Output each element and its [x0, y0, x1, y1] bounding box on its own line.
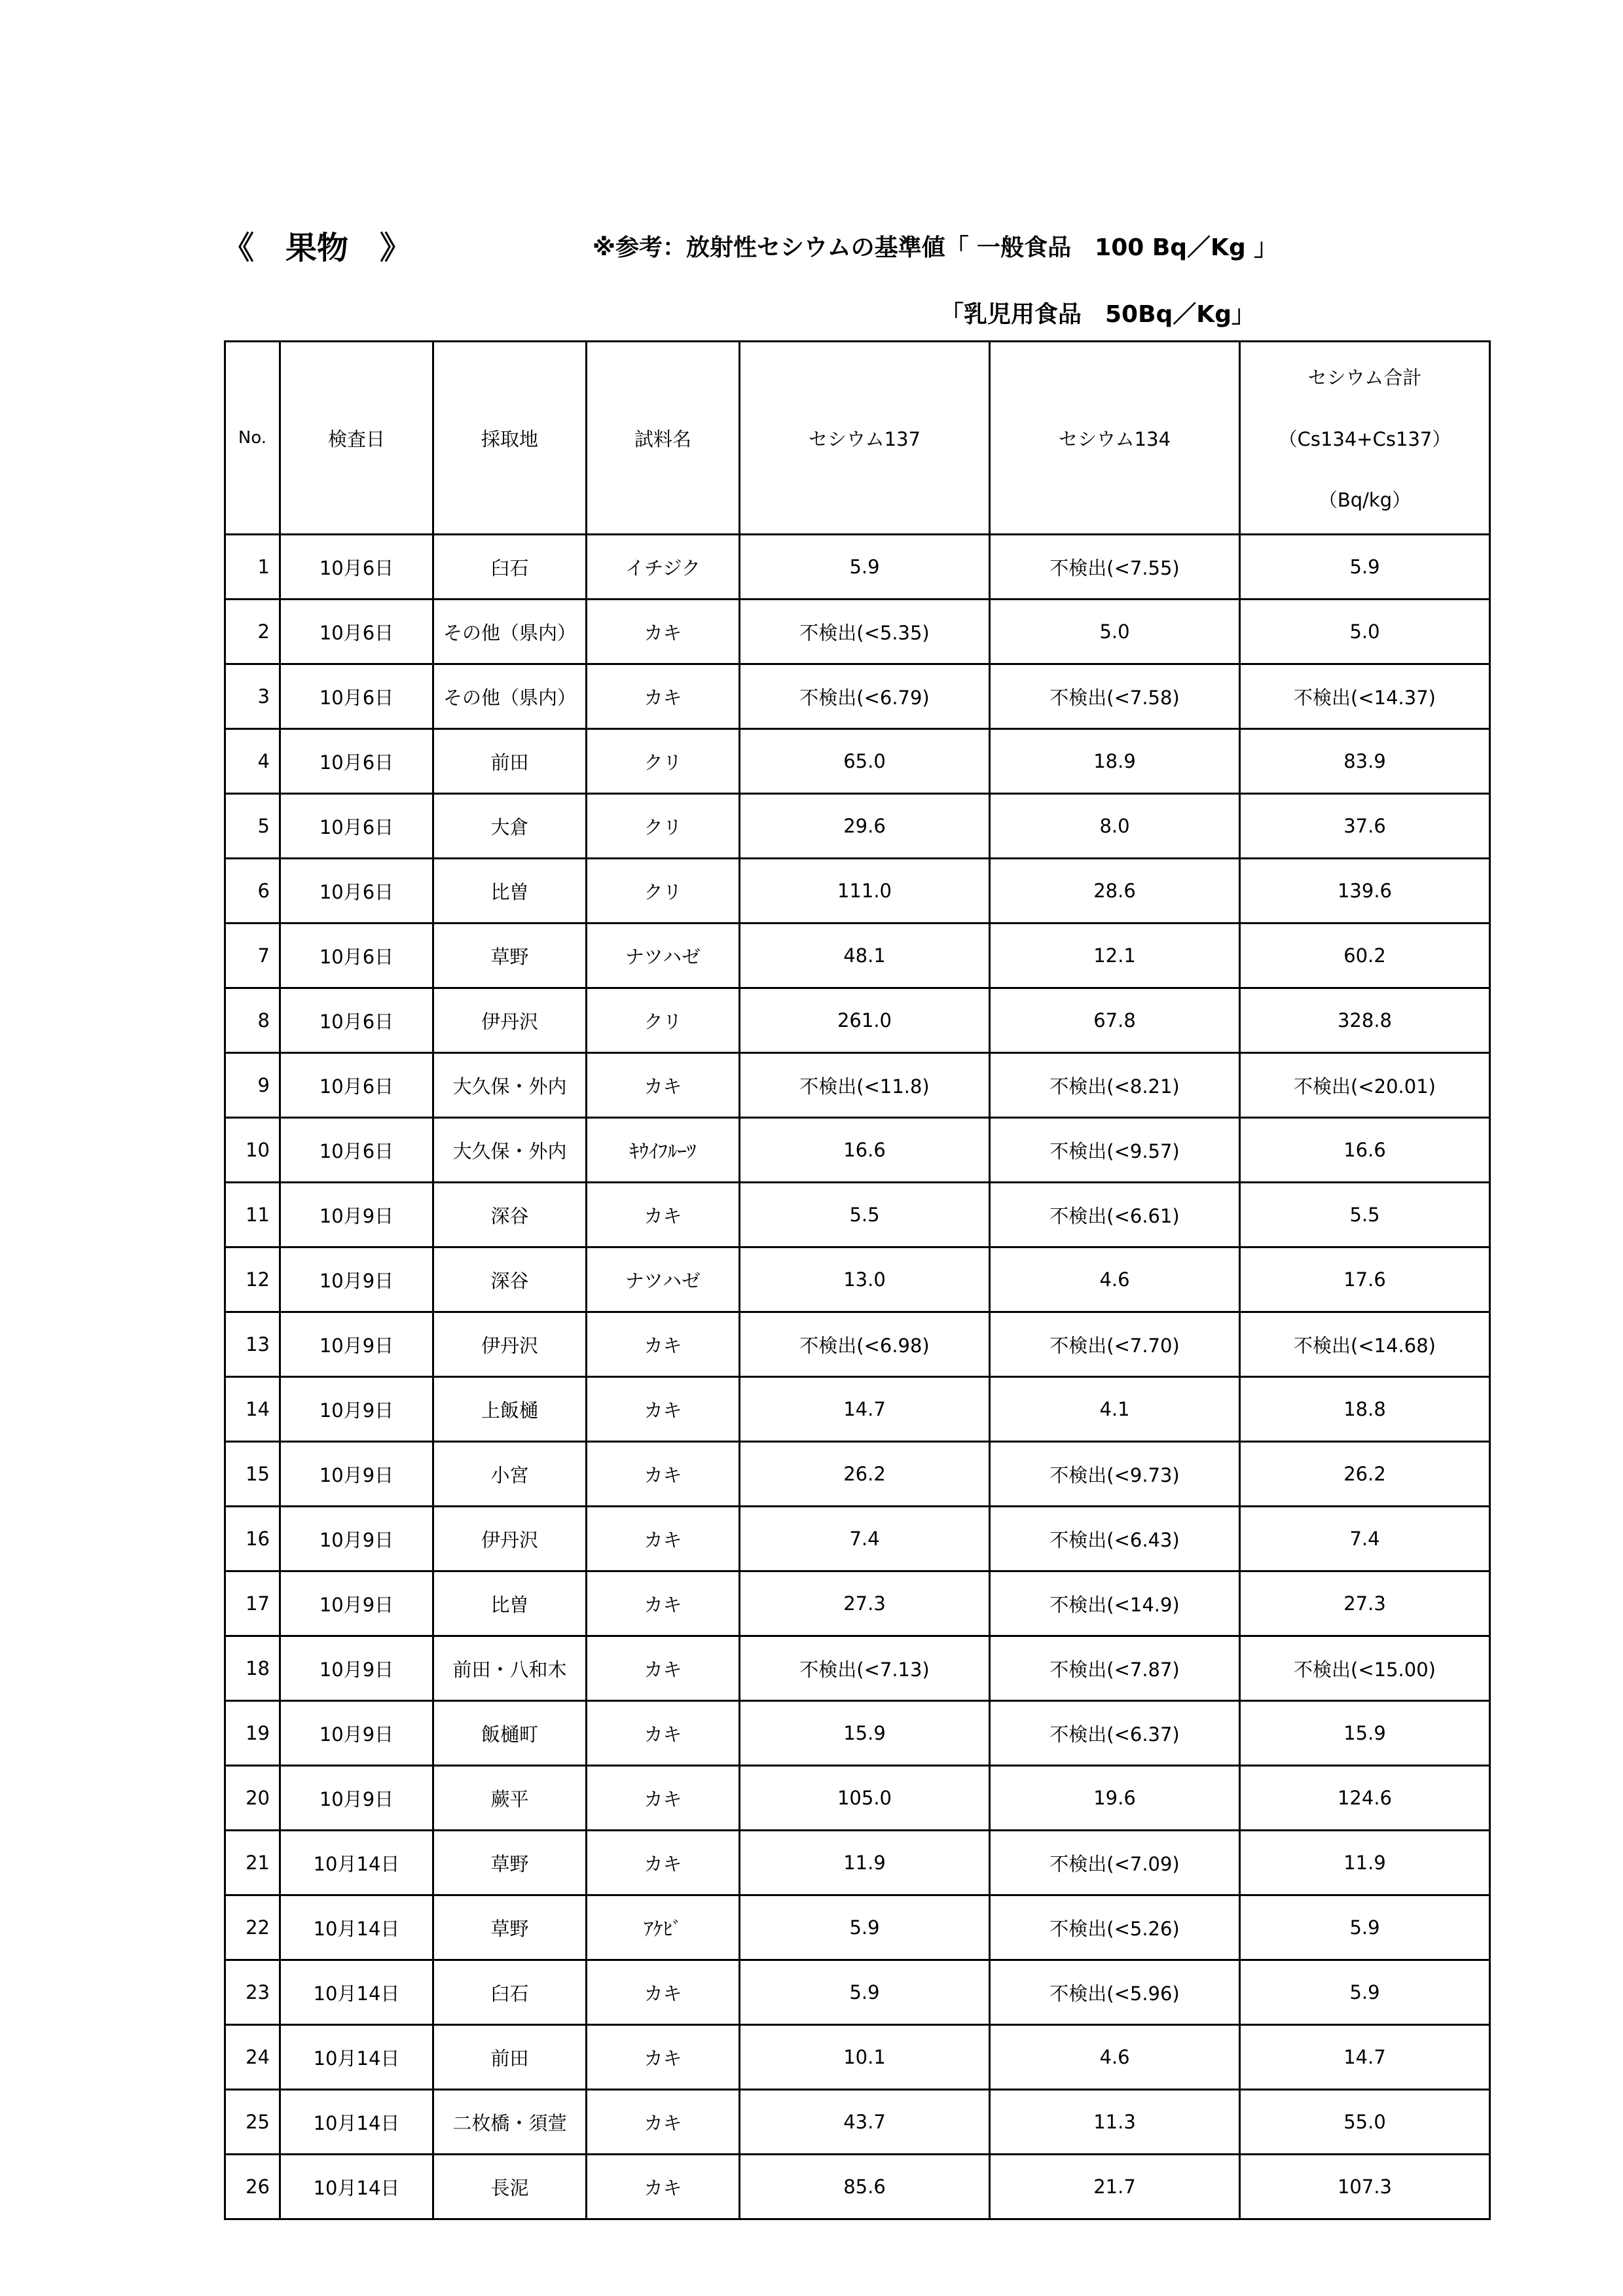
cell-location: 比曽 — [433, 1571, 587, 1636]
cell-location: 大久保・外内 — [433, 1118, 587, 1183]
cell-total: 107.3 — [1240, 2155, 1490, 2219]
cell-cs134: 不検出(<6.43) — [990, 1507, 1240, 1571]
cell-cs137: 10.1 — [740, 2025, 990, 2090]
table-row — [225, 1766, 1490, 1831]
cell-total: 55.0 — [1240, 2090, 1490, 2155]
cell-location: 草野 — [433, 1895, 587, 1960]
cell-date: 10月9日 — [280, 1442, 433, 1507]
cell-date: 10月14日 — [280, 2090, 433, 2155]
cell-total: 5.9 — [1240, 535, 1490, 600]
cell-cs137: 105.0 — [740, 1766, 990, 1831]
cell-date: 10月6日 — [280, 664, 433, 729]
cell-date: 10月6日 — [280, 535, 433, 600]
reference-limit-general-food: ※参考：放射性セシウムの基準値「 一般食品 100 Bq／Kg 」 — [593, 234, 1278, 261]
cell-location: その他（県内） — [433, 600, 587, 664]
header-date: 検査日 — [280, 342, 433, 535]
cell-no: 14 — [225, 1377, 280, 1442]
table-row — [225, 1895, 1490, 1960]
cell-date: 10月9日 — [280, 1507, 433, 1571]
cell-no: 12 — [225, 1247, 280, 1312]
cell-no: 20 — [225, 1766, 280, 1831]
cell-no: 25 — [225, 2090, 280, 2155]
table-row — [225, 1312, 1490, 1377]
table-row — [225, 1831, 1490, 1895]
cell-cs134: 不検出(<7.58) — [990, 664, 1240, 729]
cell-cs137: 7.4 — [740, 1507, 990, 1571]
cell-date: 10月9日 — [280, 1247, 433, 1312]
cell-location: 草野 — [433, 924, 587, 988]
cell-location: 前田 — [433, 2025, 587, 2090]
cell-total: 不検出(<15.00) — [1240, 1636, 1490, 1701]
cell-cs137: 14.7 — [740, 1377, 990, 1442]
cell-total: 5.5 — [1240, 1183, 1490, 1247]
cell-sample: カキ — [587, 2090, 740, 2155]
table-header-row — [225, 342, 1490, 535]
header-no: No. — [225, 342, 280, 535]
cell-no: 9 — [225, 1053, 280, 1118]
cell-sample: カキ — [587, 664, 740, 729]
cell-no: 23 — [225, 1960, 280, 2025]
cell-cs134: 不検出(<7.55) — [990, 535, 1240, 600]
header-total-title: セシウム合計 — [1307, 367, 1422, 389]
cell-cs134: 5.0 — [990, 600, 1240, 664]
table-row — [225, 988, 1490, 1053]
cell-no: 21 — [225, 1831, 280, 1895]
cell-sample: クリ — [587, 859, 740, 924]
cell-sample: カキ — [587, 1053, 740, 1118]
cell-cs134: 不検出(<7.70) — [990, 1312, 1240, 1377]
cell-sample: カキ — [587, 2025, 740, 2090]
table-row — [225, 2025, 1490, 2090]
cell-total: 5.9 — [1240, 1895, 1490, 1960]
cell-location: 飯樋町 — [433, 1701, 587, 1766]
cell-cs137: 15.9 — [740, 1701, 990, 1766]
cell-location: 深谷 — [433, 1247, 587, 1312]
cell-sample: カキ — [587, 1766, 740, 1831]
cell-no: 7 — [225, 924, 280, 988]
header-sample: 試料名 — [587, 342, 740, 535]
table-row — [225, 1701, 1490, 1766]
cell-cs134: 不検出(<8.21) — [990, 1053, 1240, 1118]
cell-total: 37.6 — [1240, 794, 1490, 859]
cell-cs137: 不検出(<11.8) — [740, 1053, 990, 1118]
cell-location: 小宮 — [433, 1442, 587, 1507]
cell-location: 上飯樋 — [433, 1377, 587, 1442]
cell-location: 伊丹沢 — [433, 988, 587, 1053]
header-location: 採取地 — [433, 342, 587, 535]
cell-cs137: 16.6 — [740, 1118, 990, 1183]
table-row — [225, 794, 1490, 859]
cell-sample: カキ — [587, 600, 740, 664]
cell-no: 22 — [225, 1895, 280, 1960]
cell-no: 19 — [225, 1701, 280, 1766]
cell-cs137: 65.0 — [740, 729, 990, 794]
cell-cs137: 48.1 — [740, 924, 990, 988]
table-row — [225, 1442, 1490, 1507]
cell-date: 10月6日 — [280, 988, 433, 1053]
table-row — [225, 1636, 1490, 1701]
cell-location: その他（県内） — [433, 664, 587, 729]
cell-no: 3 — [225, 664, 280, 729]
cell-cs134: 4.6 — [990, 2025, 1240, 2090]
table-row — [225, 1960, 1490, 2025]
cell-cs134: 21.7 — [990, 2155, 1240, 2219]
cell-date: 10月14日 — [280, 1831, 433, 1895]
cell-date: 10月6日 — [280, 1118, 433, 1183]
header-total — [1240, 342, 1490, 535]
cell-sample: カキ — [587, 1183, 740, 1247]
table-row — [225, 600, 1490, 664]
cell-cs137: 不検出(<6.98) — [740, 1312, 990, 1377]
cell-location: 伊丹沢 — [433, 1312, 587, 1377]
cell-total: 16.6 — [1240, 1118, 1490, 1183]
cell-cs134: 67.8 — [990, 988, 1240, 1053]
cell-total: 不検出(<20.01) — [1240, 1053, 1490, 1118]
cell-sample: カキ — [587, 2155, 740, 2219]
cell-sample: カキ — [587, 1571, 740, 1636]
cell-no: 5 — [225, 794, 280, 859]
cell-cs134: 4.1 — [990, 1377, 1240, 1442]
header-cs134: セシウム134 — [990, 342, 1240, 535]
cell-no: 15 — [225, 1442, 280, 1507]
cell-location: 大倉 — [433, 794, 587, 859]
cell-location: 前田・八和木 — [433, 1636, 587, 1701]
cell-total: 17.6 — [1240, 1247, 1490, 1312]
header-cs137: セシウム137 — [740, 342, 990, 535]
cell-date: 10月9日 — [280, 1636, 433, 1701]
cell-date: 10月9日 — [280, 1701, 433, 1766]
header-total-formula: （Cs134+Cs137） — [1278, 427, 1451, 450]
cell-date: 10月6日 — [280, 729, 433, 794]
cell-location: 二枚橋・須萱 — [433, 2090, 587, 2155]
table-row — [225, 1118, 1490, 1183]
cell-date: 10月6日 — [280, 859, 433, 924]
table-row — [225, 664, 1490, 729]
cell-total: 27.3 — [1240, 1571, 1490, 1636]
cell-cs137: 29.6 — [740, 794, 990, 859]
cell-location: 大久保・外内 — [433, 1053, 587, 1118]
cell-total: 124.6 — [1240, 1766, 1490, 1831]
cell-date: 10月6日 — [280, 924, 433, 988]
table-row — [225, 1507, 1490, 1571]
cell-total: 26.2 — [1240, 1442, 1490, 1507]
cell-sample: イチジク — [587, 535, 740, 600]
cell-cs134: 不検出(<6.61) — [990, 1183, 1240, 1247]
cell-cs137: 26.2 — [740, 1442, 990, 1507]
cell-no: 11 — [225, 1183, 280, 1247]
cell-no: 16 — [225, 1507, 280, 1571]
table-row — [225, 1247, 1490, 1312]
cell-no: 1 — [225, 535, 280, 600]
cell-cs137: 261.0 — [740, 988, 990, 1053]
cell-location: 伊丹沢 — [433, 1507, 587, 1571]
cell-total: 18.8 — [1240, 1377, 1490, 1442]
cell-no: 10 — [225, 1118, 280, 1183]
cell-location: 臼石 — [433, 1960, 587, 2025]
cell-cs137: 11.9 — [740, 1831, 990, 1895]
table-row — [225, 1053, 1490, 1118]
cell-cs137: 5.9 — [740, 535, 990, 600]
cell-sample: ナツハゼ — [587, 1247, 740, 1312]
cell-date: 10月6日 — [280, 1053, 433, 1118]
table-row — [225, 2155, 1490, 2219]
cell-no: 17 — [225, 1571, 280, 1636]
cell-total: 15.9 — [1240, 1701, 1490, 1766]
cell-cs137: 85.6 — [740, 2155, 990, 2219]
cell-sample: カキ — [587, 1442, 740, 1507]
cell-location: 蕨平 — [433, 1766, 587, 1831]
cell-cs137: 不検出(<5.35) — [740, 600, 990, 664]
cell-cs134: 不検出(<6.37) — [990, 1701, 1240, 1766]
cell-cs134: 28.6 — [990, 859, 1240, 924]
cell-total: 7.4 — [1240, 1507, 1490, 1571]
cell-date: 10月6日 — [280, 600, 433, 664]
cell-sample: カキ — [587, 1377, 740, 1442]
cell-location: 比曽 — [433, 859, 587, 924]
cell-cs137: 不検出(<7.13) — [740, 1636, 990, 1701]
table-row — [225, 2090, 1490, 2155]
table-row — [225, 1377, 1490, 1442]
cell-no: 2 — [225, 600, 280, 664]
cell-sample: クリ — [587, 729, 740, 794]
cell-cs134: 8.0 — [990, 794, 1240, 859]
cell-date: 10月9日 — [280, 1766, 433, 1831]
cell-sample: カキ — [587, 1831, 740, 1895]
cell-cs134: 12.1 — [990, 924, 1240, 988]
cell-no: 13 — [225, 1312, 280, 1377]
cell-no: 6 — [225, 859, 280, 924]
table-row — [225, 1571, 1490, 1636]
cell-sample: ナツハゼ — [587, 924, 740, 988]
cell-sample: クリ — [587, 988, 740, 1053]
cell-sample: ｷｳｲﾌﾙｰﾂ — [587, 1118, 740, 1183]
cell-sample: カキ — [587, 1701, 740, 1766]
cell-total: 139.6 — [1240, 859, 1490, 924]
cell-location: 深谷 — [433, 1183, 587, 1247]
reference-limit-infant-food: 「乳児用食品 50Bq／Kg」 — [940, 301, 1255, 328]
cell-cs134: 不検出(<7.87) — [990, 1636, 1240, 1701]
cell-no: 24 — [225, 2025, 280, 2090]
cell-cs134: 4.6 — [990, 1247, 1240, 1312]
cell-sample: クリ — [587, 794, 740, 859]
header-total-unit: （Bq/kg） — [1318, 489, 1412, 511]
cell-total: 5.0 — [1240, 600, 1490, 664]
table-body — [225, 535, 1490, 2219]
table-row — [225, 924, 1490, 988]
cell-cs134: 19.6 — [990, 1766, 1240, 1831]
cell-no: 26 — [225, 2155, 280, 2219]
cell-date: 10月9日 — [280, 1183, 433, 1247]
cell-date: 10月14日 — [280, 1960, 433, 2025]
cell-cs137: 43.7 — [740, 2090, 990, 2155]
cell-sample: カキ — [587, 1636, 740, 1701]
cell-total: 83.9 — [1240, 729, 1490, 794]
cell-date: 10月14日 — [280, 2155, 433, 2219]
cell-date: 10月9日 — [280, 1377, 433, 1442]
cell-sample: カキ — [587, 1960, 740, 2025]
cell-total: 14.7 — [1240, 2025, 1490, 2090]
cell-location: 草野 — [433, 1831, 587, 1895]
cell-cs137: 5.9 — [740, 1895, 990, 1960]
cell-location: 前田 — [433, 729, 587, 794]
cell-cs137: 27.3 — [740, 1571, 990, 1636]
cell-total: 不検出(<14.37) — [1240, 664, 1490, 729]
cell-no: 18 — [225, 1636, 280, 1701]
cell-cs134: 不検出(<7.09) — [990, 1831, 1240, 1895]
table-row — [225, 729, 1490, 794]
cell-total: 5.9 — [1240, 1960, 1490, 2025]
table-row — [225, 535, 1490, 600]
page-title: 《 果物 》 — [223, 230, 412, 266]
cell-location: 長泥 — [433, 2155, 587, 2219]
cell-cs134: 18.9 — [990, 729, 1240, 794]
cell-cs137: 5.9 — [740, 1960, 990, 2025]
cell-date: 10月9日 — [280, 1312, 433, 1377]
cell-cs137: 13.0 — [740, 1247, 990, 1312]
cell-sample: カキ — [587, 1507, 740, 1571]
cell-no: 8 — [225, 988, 280, 1053]
cell-date: 10月9日 — [280, 1571, 433, 1636]
cell-date: 10月6日 — [280, 794, 433, 859]
cell-total: 不検出(<14.68) — [1240, 1312, 1490, 1377]
cell-total: 60.2 — [1240, 924, 1490, 988]
cell-cs134: 不検出(<9.57) — [990, 1118, 1240, 1183]
cell-cs134: 11.3 — [990, 2090, 1240, 2155]
cell-no: 4 — [225, 729, 280, 794]
cell-date: 10月14日 — [280, 2025, 433, 2090]
cell-cs137: 不検出(<6.79) — [740, 664, 990, 729]
cell-sample: カキ — [587, 1312, 740, 1377]
cell-total: 328.8 — [1240, 988, 1490, 1053]
cell-cs137: 111.0 — [740, 859, 990, 924]
table-row — [225, 1183, 1490, 1247]
table-row — [225, 859, 1490, 924]
cell-sample: ｱｹﾋﾞ — [587, 1895, 740, 1960]
cell-cs137: 5.5 — [740, 1183, 990, 1247]
cell-location: 臼石 — [433, 535, 587, 600]
cell-date: 10月14日 — [280, 1895, 433, 1960]
cell-cs134: 不検出(<5.26) — [990, 1895, 1240, 1960]
cell-cs134: 不検出(<14.9) — [990, 1571, 1240, 1636]
cell-total: 11.9 — [1240, 1831, 1490, 1895]
cesium-results-table — [224, 340, 1491, 2220]
cell-cs134: 不検出(<5.96) — [990, 1960, 1240, 2025]
cell-cs134: 不検出(<9.73) — [990, 1442, 1240, 1507]
